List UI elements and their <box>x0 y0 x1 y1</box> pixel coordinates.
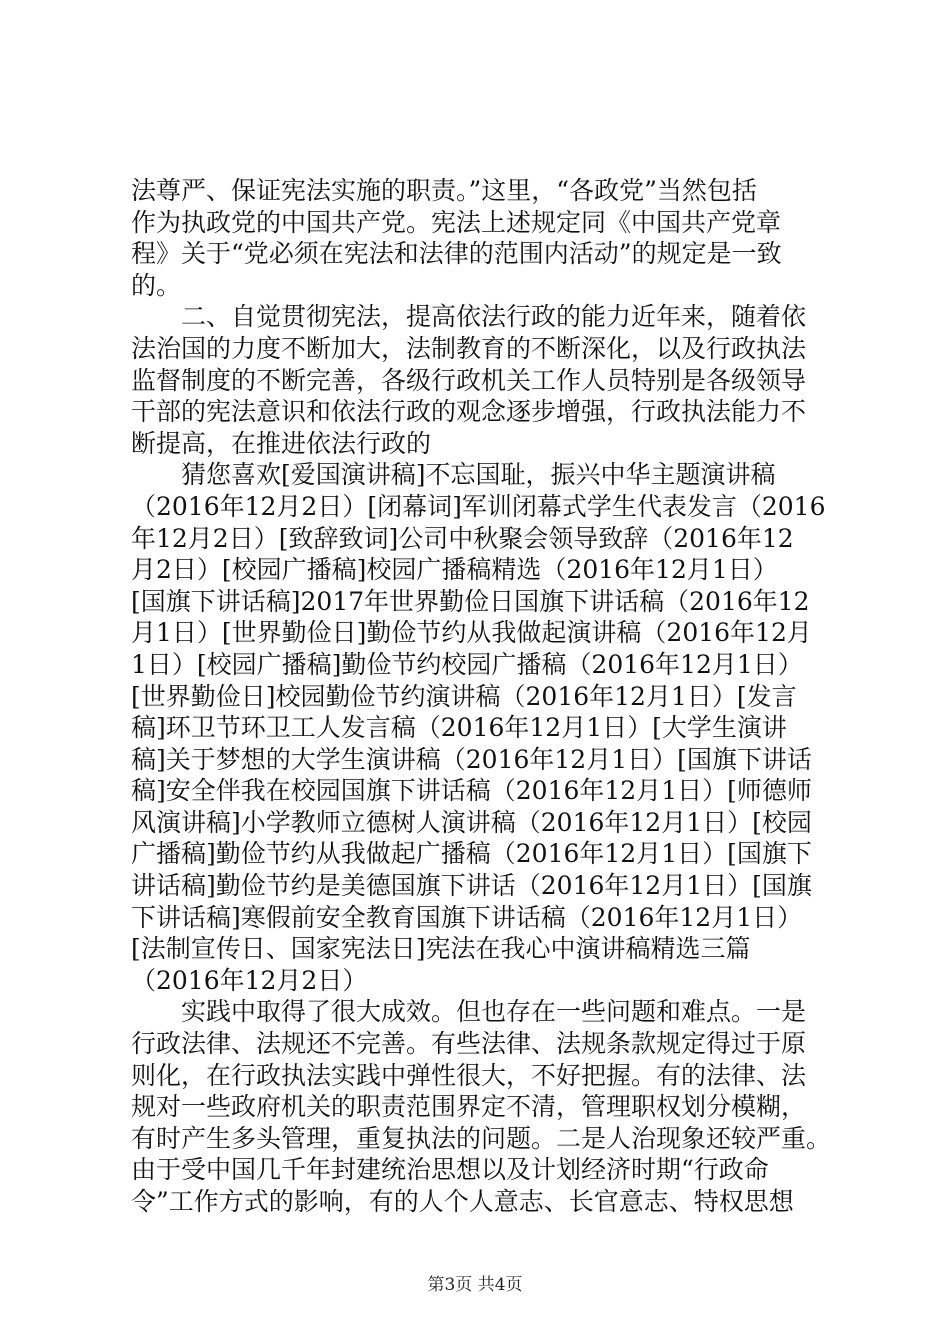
recommendation-line: 广播稿]勤俭节约从我做起广播稿（2016年12月1日）[国旗下 <box>131 839 812 869</box>
text-line: 程》关于“党必须在宪法和法律的范围内活动”的规定是一致 <box>131 239 782 269</box>
recommendation-line: 猜您喜欢[爱国演讲稿]不忘国耻，振兴中华主题演讲稿 <box>181 460 776 490</box>
recommendation-line: [国旗下讲话稿]2017年世界勤俭日国旗下讲话稿（2016年12 <box>131 586 810 616</box>
text-line: 有时产生多头管理，重复执法的问题。二是人治现象还较严重。 <box>131 1123 832 1153</box>
recommendation-line: 稿]关于梦想的大学生演讲稿（2016年12月1日）[国旗下讲话 <box>131 744 812 774</box>
page-footer <box>0 1274 950 1296</box>
recommendation-line: 1日）[校园广播稿]勤俭节约校园广播稿（2016年12月1日） <box>131 649 803 679</box>
document-body <box>131 175 831 1218</box>
text-line: 作为执政党的中国共产党。宪法上述规定同《中国共产党章 <box>131 207 782 237</box>
text-line: 行政法律、法规还不完善。有些法律、法规条款规定得过于原 <box>131 1029 807 1059</box>
recommendation-line: 月2日）[校园广播稿]校园广播稿精选（2016年12月1日） <box>131 555 778 585</box>
text-line: 法尊严、保证宪法实施的职责。”这里，“各政党”当然包括 <box>131 176 757 205</box>
text-line: 二、自觉贯彻宪法，提高依法行政的能力近年来，随着依 <box>181 302 807 332</box>
text-line: 的。 <box>131 270 182 300</box>
text-line: 法治国的力度不断加大，法制教育的不断深化，以及行政执法 <box>131 333 807 363</box>
recommendation-line: （2016年12月2日） <box>131 965 368 995</box>
recommendation-line: 稿]安全伴我在校园国旗下讲话稿（2016年12月1日）[师德师 <box>131 776 812 806</box>
page-number: 第3页 共4页 <box>427 1275 523 1295</box>
text-line: 规对一些政府机关的职责范围界定不清，管理职权划分模糊， <box>131 1092 807 1122</box>
recommendation-line: （2016年12月2日）[闭幕词]军训闭幕式学生代表发言（2016 <box>131 491 826 521</box>
text-line: 监督制度的不断完善，各级行政机关工作人员特别是各级领导 <box>131 365 807 395</box>
recommendation-line: 月1日）[世界勤俭日]勤俭节约从我做起演讲稿（2016年12月 <box>131 618 812 648</box>
recommendation-line: [世界勤俭日]校园勤俭节约演讲稿（2016年12月1日）[发言 <box>131 681 797 711</box>
text-line: 断提高，在推进依法行政的 <box>131 428 432 458</box>
text-line: 令”工作方式的影响，有的人个人意志、长官意志、特权思想 <box>131 1187 794 1216</box>
recommendation-line: 下讲话稿]寒假前安全教育国旗下讲话稿（2016年12月1日） <box>131 902 803 932</box>
text-line: 由于受中国几千年封建统治思想以及计划经济时期“行政命 <box>131 1155 769 1185</box>
paragraph-problems <box>131 996 831 1217</box>
recommendation-line: 风演讲稿]小学教师立德树人演讲稿（2016年12月1日）[校园 <box>131 807 812 837</box>
recommendation-list <box>131 459 831 996</box>
paragraph-constitution-duty <box>131 175 831 301</box>
recommendation-line: 年12月2日）[致辞致词]公司中秋聚会领导致辞（2016年12 <box>131 523 794 553</box>
text-line: 则化，在行政执法实践中弹性很大，不好把握。有的法律、法 <box>131 1060 807 1090</box>
paragraph-section-two <box>131 301 831 459</box>
recommendation-line: 讲话稿]勤俭节约是美德国旗下讲话（2016年12月1日）[国旗 <box>131 871 812 901</box>
text-line: 干部的宪法意识和依法行政的观念逐步增强，行政执法能力不 <box>131 397 807 427</box>
recommendation-line: [法制宣传日、国家宪法日]宪法在我心中演讲稿精选三篇 <box>131 934 751 964</box>
text-line: 实践中取得了很大成效。但也存在一些问题和难点。一是 <box>181 997 807 1027</box>
recommendation-line: 稿]环卫节环卫工人发言稿（2016年12月1日）[大学生演讲 <box>131 713 787 743</box>
